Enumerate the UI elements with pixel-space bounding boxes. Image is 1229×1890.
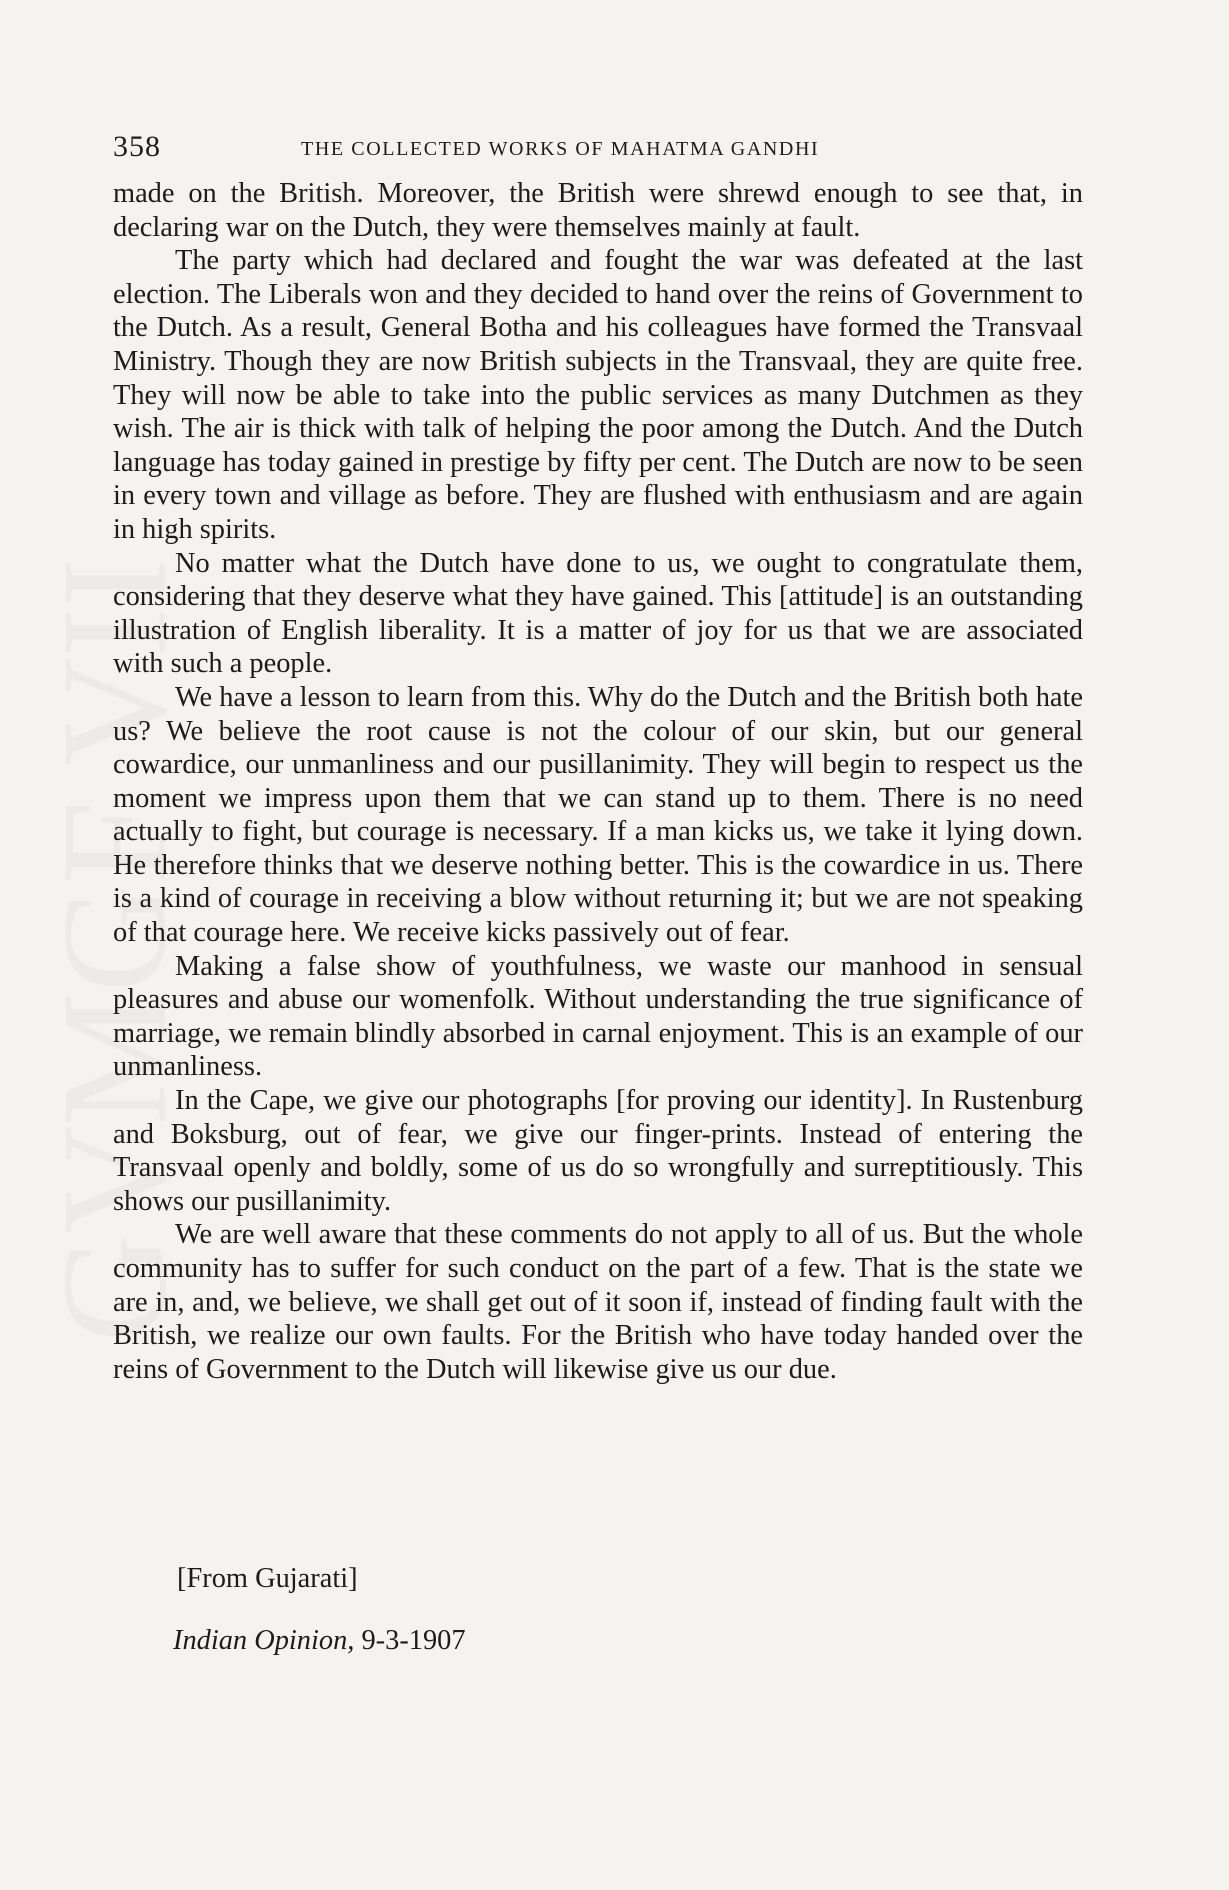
paragraph: Making a false show of youthfulness, we waste our manhood in sensual pleasures and abuse our womenfolk. Without understanding the true significance of marriage, we remain blindly absorbed in carnal enjoyment. This is an example of our unmanliness.: [113, 950, 1083, 1083]
paragraph: made on the British. Moreover, the British were shrewd enough to see that, in declaring war on the Dutch, they were themselves mainly at fault.: [113, 178, 1083, 243]
page-header: [113, 130, 1073, 170]
citation-journal: Indian Opinion,: [173, 1625, 355, 1656]
body-text: [113, 177, 1083, 1386]
paragraph: In the Cape, we give our photographs [for proving our identity]. In Rustenburg and Boksburg, out of fear, we give our finger-prints. Instead of entering the Transvaal openly and boldly, some of us do so wrongfully and surreptitiously. This shows our pusillanimity.: [113, 1085, 1083, 1217]
paragraph: We have a lesson to learn from this. Why do the Dutch and the British both hate us? We believe the root cause is not the colour of our skin, but our general cowardice, our unmanliness and our pusillanimity. They will begin to respect us the moment we impress upon them that we can stand up to them. There is no need actually to fight, but courage is necessary. If a man kicks us, we take it lying down. He therefore thinks that we deserve nothing better. This is the cowardice in us. There is a kind of courage in receiving a blow without returning it; but we are not speaking of that courage here. We receive kicks passively out of fear.: [113, 681, 1083, 949]
citation-date: 9-3-1907: [354, 1625, 466, 1656]
paragraph: We are well aware that these comments do not apply to all of us. But the whole community has to suffer for such conduct on the part of a few. That is the state we are in, and, we believe, we shall get out of it soon if, instead of finding fault with the British, we realize our own faults. For the British who have today handed over the reins of Government to the Dutch will likewise give us our due.: [113, 1219, 1083, 1385]
running-head: THE COLLECTED WORKS OF MAHATMA GANDHI: [301, 138, 820, 160]
paragraph: The party which had declared and fought the war was defeated at the last election. The Liberals won and they decided to hand over the reins of Government to the Dutch. As a result, General Botha and his colleagues have formed the Transvaal Ministry. Though they are now British subjects in the Transvaal, they are quite free. They will now be able to take into the public services as many Dutchmen as they wish. The air is thick with talk of helping the poor among the Dutch. And the Dutch language has today gained in prestige by fifty per cent. The Dutch are now to be seen in every town and village as before. They are flushed with enthusiasm and are again in high spirits.: [113, 245, 1083, 545]
citation: [173, 1625, 466, 1657]
watermark-text: GVMGF VII: [60, 557, 198, 1343]
paragraph: No matter what the Dutch have done to us, we ought to congratulate them, considering that they deserve what they have gained. This [attitude] is an outstanding illustration of English liberality. It is a matter of joy for us that we are associated with such a people.: [113, 547, 1083, 680]
page-number: 358: [113, 130, 161, 163]
source-note: [From Gujarati]: [177, 1563, 358, 1594]
